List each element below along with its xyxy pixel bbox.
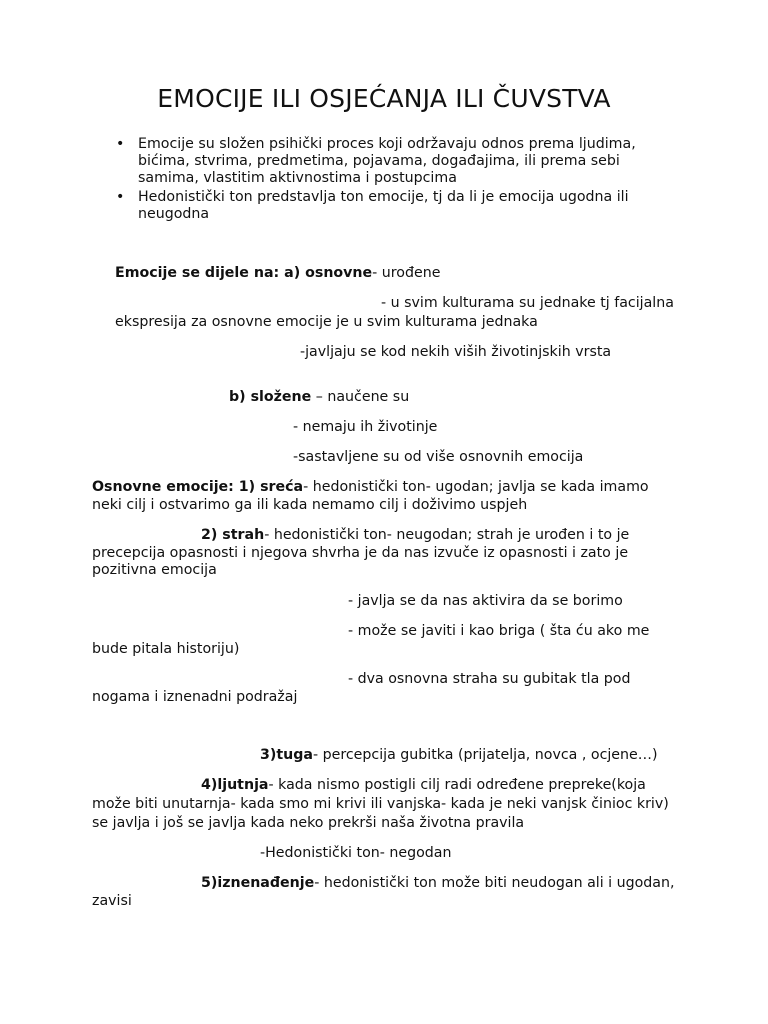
strah-text: - hedonistički ton- neugodan; strah je urođen i to je precepcija opasnosti i njegova shvrha je da nas izvuče iz opasnosti i zato je pozitivna emocija [92, 527, 630, 578]
sreca-text: - hedonistički ton- ugodan; javlja se kada imamo neki cilj i ostvarimo ga ili kada nemamo cilj i doživimo uspjeh [92, 479, 649, 513]
text-line: - nemaju ih životinje [293, 419, 438, 435]
document-title: EMOCIJE ILI OSJEĆANJA ILI ČUVSTVA [157, 84, 611, 113]
classification-label: Emocije se dijele na: a) osnovne [115, 265, 373, 281]
bullet-item [118, 189, 678, 223]
ljutnja-line [201, 777, 646, 794]
text-line: može biti unutarnja- kada smo mi krivi ili vanjska- kada je neki vanjsk činioc kriv) [92, 796, 669, 812]
iznenadjenje-text: - hedonistički ton može biti neudogan ali i ugodan, [314, 875, 675, 891]
text-line: -javljaju se kod nekih viših životinjskih vrsta [300, 344, 612, 360]
bullet-item [118, 136, 678, 187]
text-line: ekspresija za osnovne emocije je u svim kulturama jednaka [115, 314, 538, 330]
tuga-line [260, 747, 657, 764]
text-line: - u svim kulturama su jednake tj facijalna [381, 295, 674, 311]
text-line: - može se javiti i kao briga ( šta ću ako me [348, 623, 650, 639]
text-line: - dva osnovna straha su gubitak tla pod [348, 671, 631, 687]
iznenadjenje-line [201, 875, 675, 892]
text-line: -Hedonistički ton- negodan [260, 845, 452, 861]
tuga-text: - percepcija gubitka (prijatelja, novca , ocjene…) [312, 747, 658, 763]
slozene-text: – naučene su [311, 389, 410, 405]
sreca-paragraph [92, 479, 672, 514]
intro-bullet-list [118, 136, 678, 225]
text-line: bude pitala historiju) [92, 641, 240, 657]
text-line: nogama i iznenadni podražaj [92, 689, 298, 705]
slozene-line [229, 389, 409, 406]
text-line: - javlja se da nas aktivira da se borimo [348, 593, 623, 609]
text-line: se javlja i još se javlja kada neko prekrši naša životna pravila [92, 815, 525, 831]
tuga-label: 3)tuga [260, 747, 313, 763]
bullet-dot-icon: • [116, 136, 125, 152]
bullet-dot-icon: • [116, 189, 125, 205]
slozene-label: b) složene [229, 389, 312, 405]
ljutnja-text: - kada nismo postigli cilj radi određene prepreke(koja [268, 777, 646, 793]
ljutnja-label: 4)ljutnja [201, 777, 269, 793]
strah-paragraph [92, 527, 672, 580]
text-line: -sastavljene su od više osnovnih emocija [293, 449, 584, 465]
text-line: zavisi [92, 893, 132, 909]
bullet-text: Hedonistički ton predstavlja ton emocije, tj da li je emocija ugodna ili neugodna [138, 189, 629, 222]
iznenadjenje-label: 5)iznenađenje [201, 875, 315, 891]
classification-lead [115, 265, 440, 282]
osnovne-label: Osnovne emocije: 1) sreća [92, 479, 304, 495]
classification-text: - urođene [372, 265, 441, 281]
strah-label: 2) strah [201, 527, 265, 543]
bullet-text: Emocije su složen psihički proces koji održavaju odnos prema ljudima, bićima, stvrima, predmetima, pojavama, događajima, ili prema sebi samima, vlastitim aktivnostima i postupcima [138, 136, 636, 186]
